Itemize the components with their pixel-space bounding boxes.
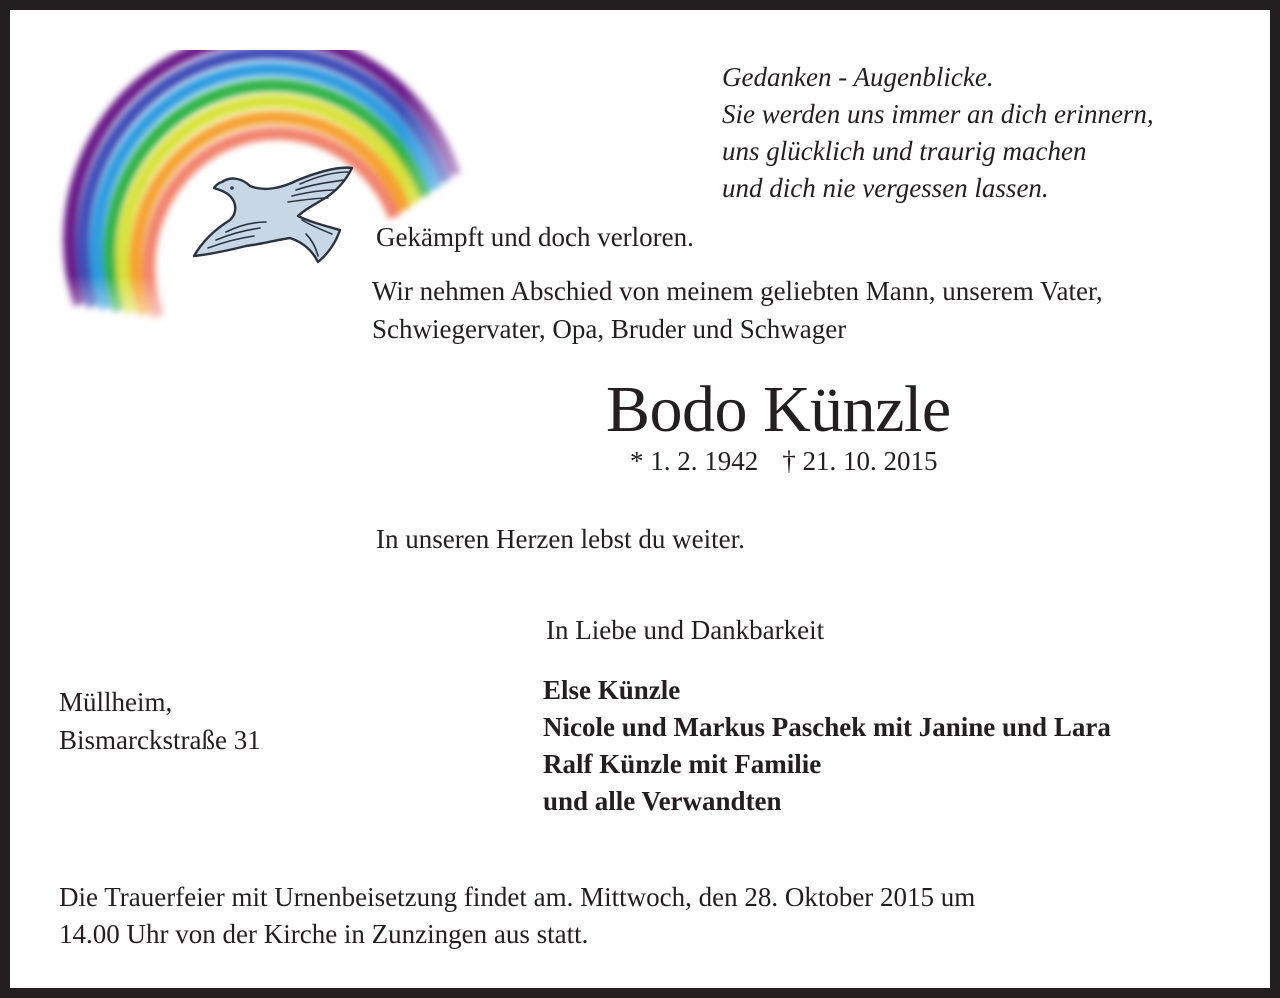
poem-line: uns glücklich und traurig machen	[722, 136, 1087, 166]
death-date: † 21. 10. 2015	[782, 446, 938, 476]
ceremony-info	[59, 879, 975, 953]
mourner: Ralf Künzle mit Familie	[543, 749, 822, 779]
poem-line: Sie werden uns immer an dich erinnern,	[722, 99, 1154, 129]
address-line: Bismarckstraße 31	[59, 725, 261, 755]
mourner: Nicole und Markus Paschek mit Janine und Lara	[543, 712, 1111, 742]
address	[59, 683, 261, 759]
mourner: Else Künzle	[543, 675, 681, 705]
mourners-list	[543, 672, 1111, 820]
thanks-line: In Liebe und Dankbarkeit	[546, 615, 825, 645]
birth-date: * 1. 2. 1942	[630, 446, 759, 476]
life-dates	[630, 444, 938, 478]
motto-top: Gekämpft und doch verloren.	[376, 222, 694, 252]
ceremony-line: 14.00 Uhr von der Kirche in Zunzingen aus statt.	[59, 919, 589, 949]
poem	[722, 59, 1154, 207]
poem-line: und dich nie vergessen lassen.	[722, 173, 1049, 203]
poem-line: Gedanken - Augenblicke.	[722, 62, 994, 92]
intro-text	[372, 272, 1103, 348]
mourner: und alle Verwandten	[543, 786, 782, 816]
motto-bottom: In unseren Herzen lebst du weiter.	[376, 524, 745, 554]
address-line: Müllheim,	[59, 687, 173, 717]
ceremony-line: Die Trauerfeier mit Urnenbeisetzung findet am. Mittwoch, den 28. Oktober 2015 um	[59, 882, 976, 912]
intro-line: Wir nehmen Abschied von meinem geliebten Mann, unserem Vater,	[372, 276, 1103, 306]
intro-line: Schwiegervater, Opa, Bruder und Schwager	[372, 314, 847, 344]
deceased-name: Bodo Künzle	[606, 373, 951, 446]
